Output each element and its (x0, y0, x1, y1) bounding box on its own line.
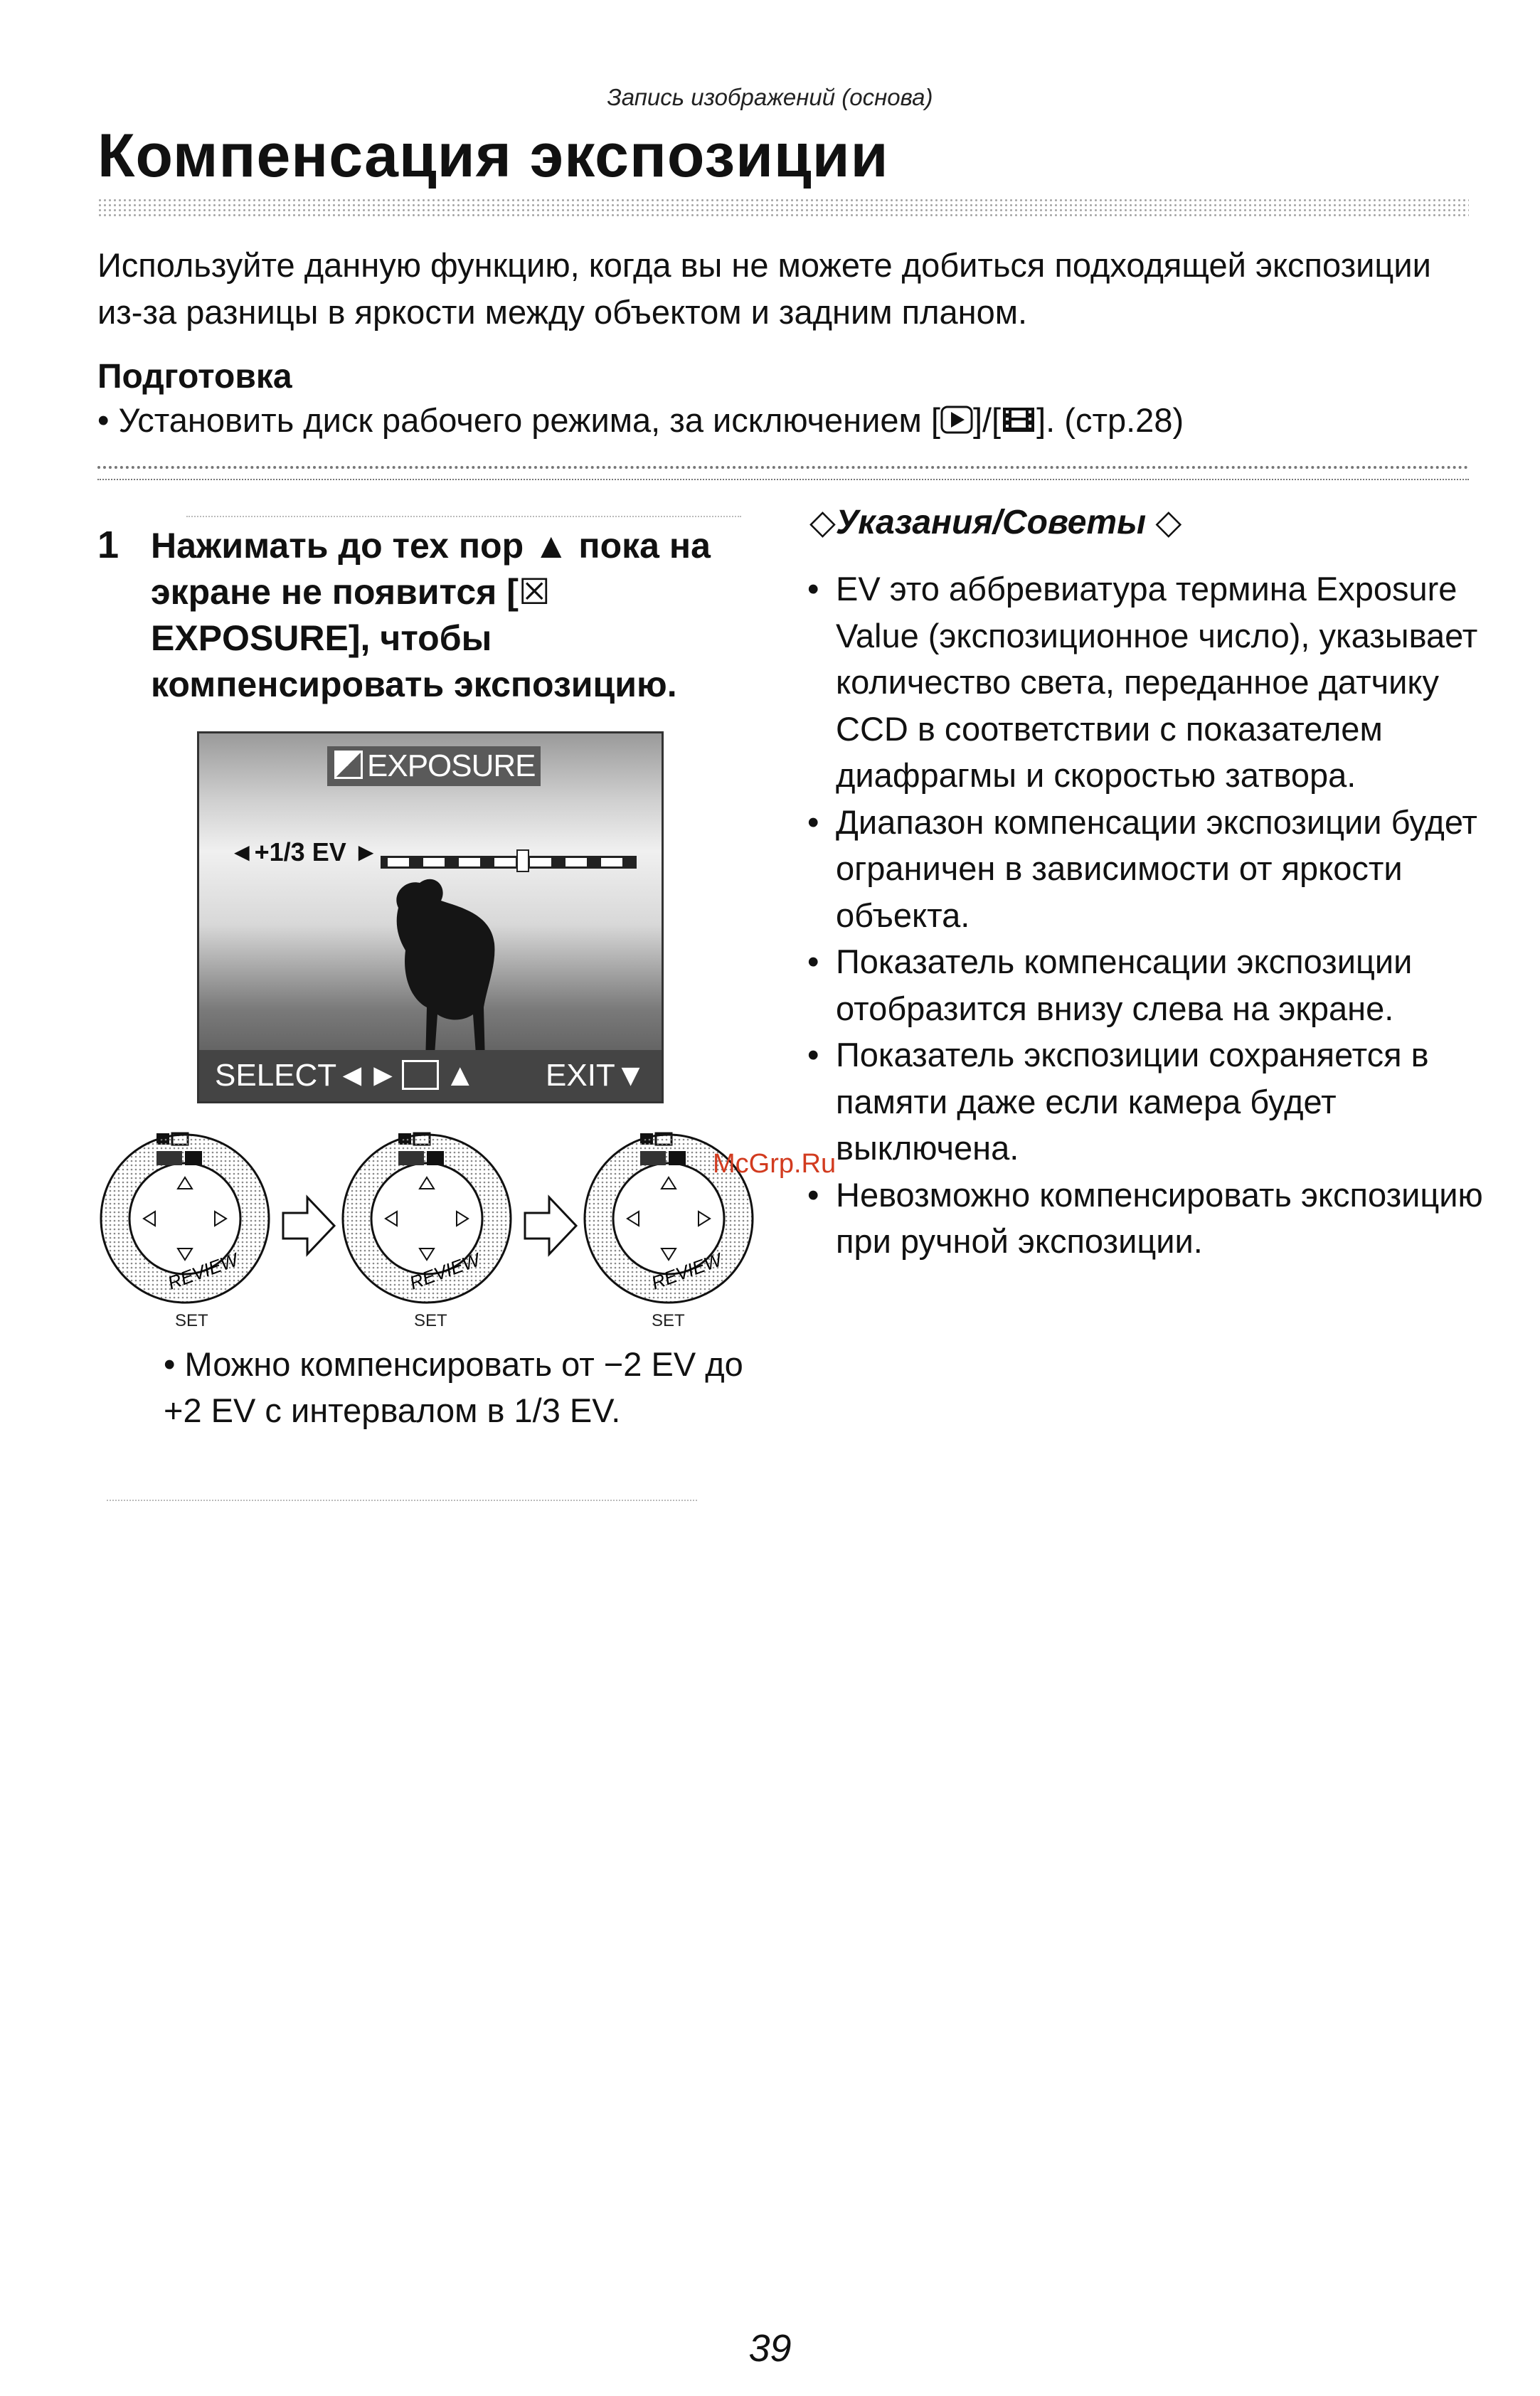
tips-list (807, 566, 1490, 1265)
motion-picture-mode-icon (1001, 403, 1036, 442)
exposure-menu-title-bar (327, 746, 541, 786)
svg-text:REVIEW: REVIEW (164, 1249, 241, 1294)
step-bottom-rule (107, 1500, 697, 1501)
preparation-item (97, 401, 1184, 442)
exit-label: EXIT▼ (546, 1058, 647, 1093)
preparation-item-middle: ]/[ (972, 401, 1002, 439)
tip-item: • Показатель экспозиции сохраняется в памяти даже если камера будет выключена. (807, 1032, 1490, 1172)
preparation-title: Подготовка (97, 358, 292, 396)
step-instruction: Нажимать до тех пор ▲ пока на экране не появится [☒ EXPOSURE], чтобы компенсировать экспозицию. (151, 526, 711, 704)
chapter-heading: Запись изображений (основа) (607, 84, 933, 110)
dial-2 (343, 1133, 511, 1303)
set-label-3: SET (652, 1311, 685, 1330)
tip-item: • EV это аббревиатура термина Exposure Value (экспозиционное число), указывает количество света, переданное датчику CCD в соответствии с показателем диафрагмы и скоростью затвора. (807, 566, 1490, 799)
set-label-2: SET (414, 1311, 447, 1330)
screen-bottom-bar (199, 1050, 662, 1101)
step-top-rule (186, 516, 741, 517)
dial-sequence-diagram (100, 1106, 761, 1334)
tip-item: • Диапазон компенсации экспозиции будет ограничен в зависимости от яркости объекта. (807, 799, 1490, 939)
arrow-right-icon-2 (525, 1197, 576, 1254)
tip-item: • Показатель компенсации экспозиции отобразится внизу слева на экране. (807, 938, 1490, 1032)
svg-text:REVIEW: REVIEW (648, 1249, 725, 1294)
preparation-item-after: ]. (стр.28) (1036, 401, 1184, 439)
intro-paragraph: Используйте данную функцию, когда вы не можете добиться подходящей экспозиции из-за разницы в яркости между объектом и задним планом. (97, 246, 1431, 331)
arrow-right-icon (283, 1197, 334, 1254)
tips-title: ◇Указания/Советы ◇ (809, 504, 1182, 541)
watermark: McGrp.Ru (713, 1149, 837, 1179)
title-underline-band (97, 198, 1469, 216)
page-number: 39 (748, 2327, 792, 2370)
tip-item: • Невозможно компенсировать экспозицию при ручной экспозиции. (807, 1172, 1490, 1265)
exposure-icon (334, 751, 363, 779)
play-mode-icon (940, 403, 973, 442)
section-divider (97, 466, 1469, 469)
preparation-item-before: • Установить диск рабочего режима, за исключением [ (97, 401, 940, 439)
svg-text:REVIEW: REVIEW (406, 1249, 483, 1294)
bracket-icon (402, 1060, 439, 1090)
section-divider-secondary (97, 479, 1469, 480)
select-label: SELECT◄► (215, 1058, 399, 1093)
dial-1 (101, 1133, 269, 1303)
step-number: 1 (97, 524, 120, 566)
ev-value-readout: ◄+1/3 EV ► (229, 837, 379, 866)
up-arrow-icon: ▲ (445, 1058, 476, 1093)
dog-photo-silhouette (370, 865, 519, 1071)
set-label-1: SET (175, 1311, 208, 1330)
step-note: • Можно компенсировать от −2 EV до +2 EV с интервалом в 1/3 EV. (164, 1345, 743, 1429)
page-title: Компенсация экспозиции (97, 122, 889, 190)
exposure-menu-title: EXPOSURE (367, 748, 536, 783)
camera-screen-illustration (197, 731, 664, 1103)
